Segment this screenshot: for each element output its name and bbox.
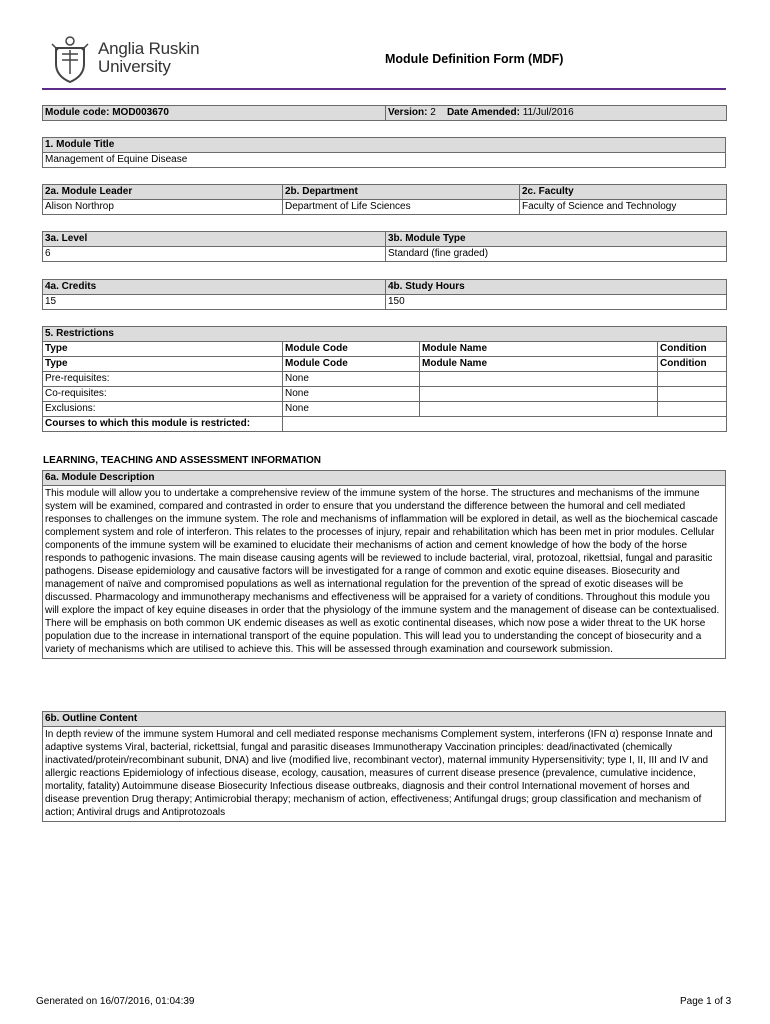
restrictions-label: 5. Restrictions: [43, 327, 727, 342]
restriction-name: [420, 372, 658, 387]
version-value: 2: [430, 107, 436, 118]
lta-heading: LEARNING, TEACHING AND ASSESSMENT INFORMATION: [43, 455, 321, 466]
restriction-code: None: [283, 402, 420, 417]
col-type: Type: [43, 342, 283, 357]
module-title-label: 1. Module Title: [43, 138, 726, 153]
courses-restricted-value: [283, 417, 727, 432]
study-hours-label: 4b. Study Hours: [386, 280, 727, 295]
department-label: 2b. Department: [283, 185, 520, 200]
col-condition: Condition: [658, 357, 727, 372]
restriction-name: [420, 402, 658, 417]
logo-line-2: University: [98, 57, 171, 76]
module-description-text: This module will allow you to undertake a comprehensive review of the immune system of the horse. The structures and mechanisms of the immune system will be examined, compared and contrasted in order to ensure that you understand the difference between the humoral and cell mediated responses to challenges on the immune system. The role and mechanisms of inflammation will be explored in detail, as well as the biochemical cascade complement system and role of interferon. This relates to the processes of injury, repair and rehabilitation which has been met in prior modules. Cellular components of the immune system will be examined to elucidate their mechanisms of action and cement knowledge of how the body of the horse responds to pathogenic invasions. The main disease causing agents will be reviewed to include bacterial, viral, protozoal, rikettsial, fungal and parasitic pathogens. Disease epidemiology and causative factors will be investigated for a range of common and exotic equine diseases. Biosecurity and management of naïve and compromised populations as well as international regulation for the prevention of the spread of exotic diseases will be discussed. Pharmacology and immunotherapy mechanisms and effectiveness will be appraised for a variety of conditions. Throughout this module you will explore the impact of key equine diseases in order that the physiology of the immune system and the management of disease can be contextualised. There will be emphasis on both common UK endemic diseases as well as exotic continental diseases, which now pose a wider threat to the UK horse population due to the increase in international transport of the equine population. This will lead you to understanding the concept of biosecurity and a variety of mechanisms which are utilised to achieve this. This will be assessed through examination and coursework submission.: [42, 486, 726, 659]
restriction-name: [420, 387, 658, 402]
credits-value: 15: [43, 295, 386, 310]
restriction-code: None: [283, 387, 420, 402]
restriction-condition: [658, 402, 727, 417]
restriction-type: Exclusions:: [43, 402, 283, 417]
restriction-condition: [658, 387, 727, 402]
credits-block: [42, 279, 726, 310]
module-leader-value: Alison Northrop: [43, 200, 283, 215]
col-module-name: Module Name: [420, 357, 658, 372]
restriction-code: None: [283, 372, 420, 387]
module-leader-label: 2a. Module Leader: [43, 185, 283, 200]
version-label: Version:: [388, 107, 428, 118]
table-row: [43, 372, 727, 387]
module-type-value: Standard (fine graded): [386, 247, 727, 262]
module-description-label: 6a. Module Description: [42, 470, 726, 486]
crest-icon: [50, 34, 90, 84]
faculty-label: 2c. Faculty: [520, 185, 727, 200]
module-description-block: [42, 470, 726, 659]
col-module-code: Module Code: [283, 342, 420, 357]
department-value: Department of Life Sciences: [283, 200, 520, 215]
col-type: Type: [43, 357, 283, 372]
level-label: 3a. Level: [43, 232, 386, 247]
level-block: [42, 231, 726, 262]
outline-content-block: [42, 711, 726, 822]
col-module-name: Module Name: [420, 342, 658, 357]
restrictions-header-row: [43, 357, 727, 372]
table-row: [43, 387, 727, 402]
page-number: Page 1 of 3: [680, 996, 732, 1007]
courses-restricted-row: [43, 417, 727, 432]
level-value: 6: [43, 247, 386, 262]
logo-line-1: Anglia Ruskin: [98, 39, 200, 58]
study-hours-value: 150: [386, 295, 727, 310]
outline-content-label: 6b. Outline Content: [42, 711, 726, 727]
outline-content-text: In depth review of the immune system Humoral and cell mediated response mechanisms Complement system, interferons (IFN α) response Innate and adaptive systems Viral, bacterial, rickettsial, fungal and parasitic diseases Immunotherapy Vaccination principles: dead/inactivated (chemically inactivated/protein/recombinant subunit, DNA) and live (modified live, recombinant vector), maternal immunity Hypersensitivity; type I, II, III and IV and allergic reactions Epidemiology of infectious disease, ecology, causation, measures of current disease presence (prevalence, cumulative incidence, mortality, fatality) Autoimmune disease Biosecurity Infectious disease outbreaks, diagnosis and their control International movement of horses and disease prevention Drug therapy; Antimicrobial therapy; mechanism of action, effectiveness; Antifungal drugs; group classification and mechanism of action; Antiviral drugs and Antiprotozoals: [42, 727, 726, 822]
form-title: Module Definition Form (MDF): [385, 52, 564, 66]
faculty-value: Faculty of Science and Technology: [520, 200, 727, 215]
leader-block: [42, 184, 726, 215]
restriction-type: Pre-requisites:: [43, 372, 283, 387]
date-amended-value: 11/Jul/2016: [522, 107, 574, 118]
header-rule: [42, 88, 726, 90]
module-code-block: [42, 105, 726, 121]
module-type-label: 3b. Module Type: [386, 232, 727, 247]
restriction-condition: [658, 372, 727, 387]
credits-label: 4a. Credits: [43, 280, 386, 295]
restrictions-block: [42, 326, 726, 432]
date-amended-label: Date Amended:: [446, 107, 520, 118]
restriction-type: Co-requisites:: [43, 387, 283, 402]
col-condition: Condition: [658, 342, 727, 357]
col-module-code: Module Code: [283, 357, 420, 372]
module-code: Module code: MOD003670: [43, 106, 386, 121]
university-logo: [50, 34, 210, 84]
restrictions-header-row: [43, 342, 727, 357]
module-title-value: Management of Equine Disease: [43, 153, 726, 168]
module-title-block: [42, 137, 726, 168]
table-row: [43, 402, 727, 417]
version-date-cell: [386, 106, 727, 121]
generated-timestamp: Generated on 16/07/2016, 01:04:39: [36, 996, 195, 1007]
courses-restricted-label: Courses to which this module is restricted:: [43, 417, 283, 432]
